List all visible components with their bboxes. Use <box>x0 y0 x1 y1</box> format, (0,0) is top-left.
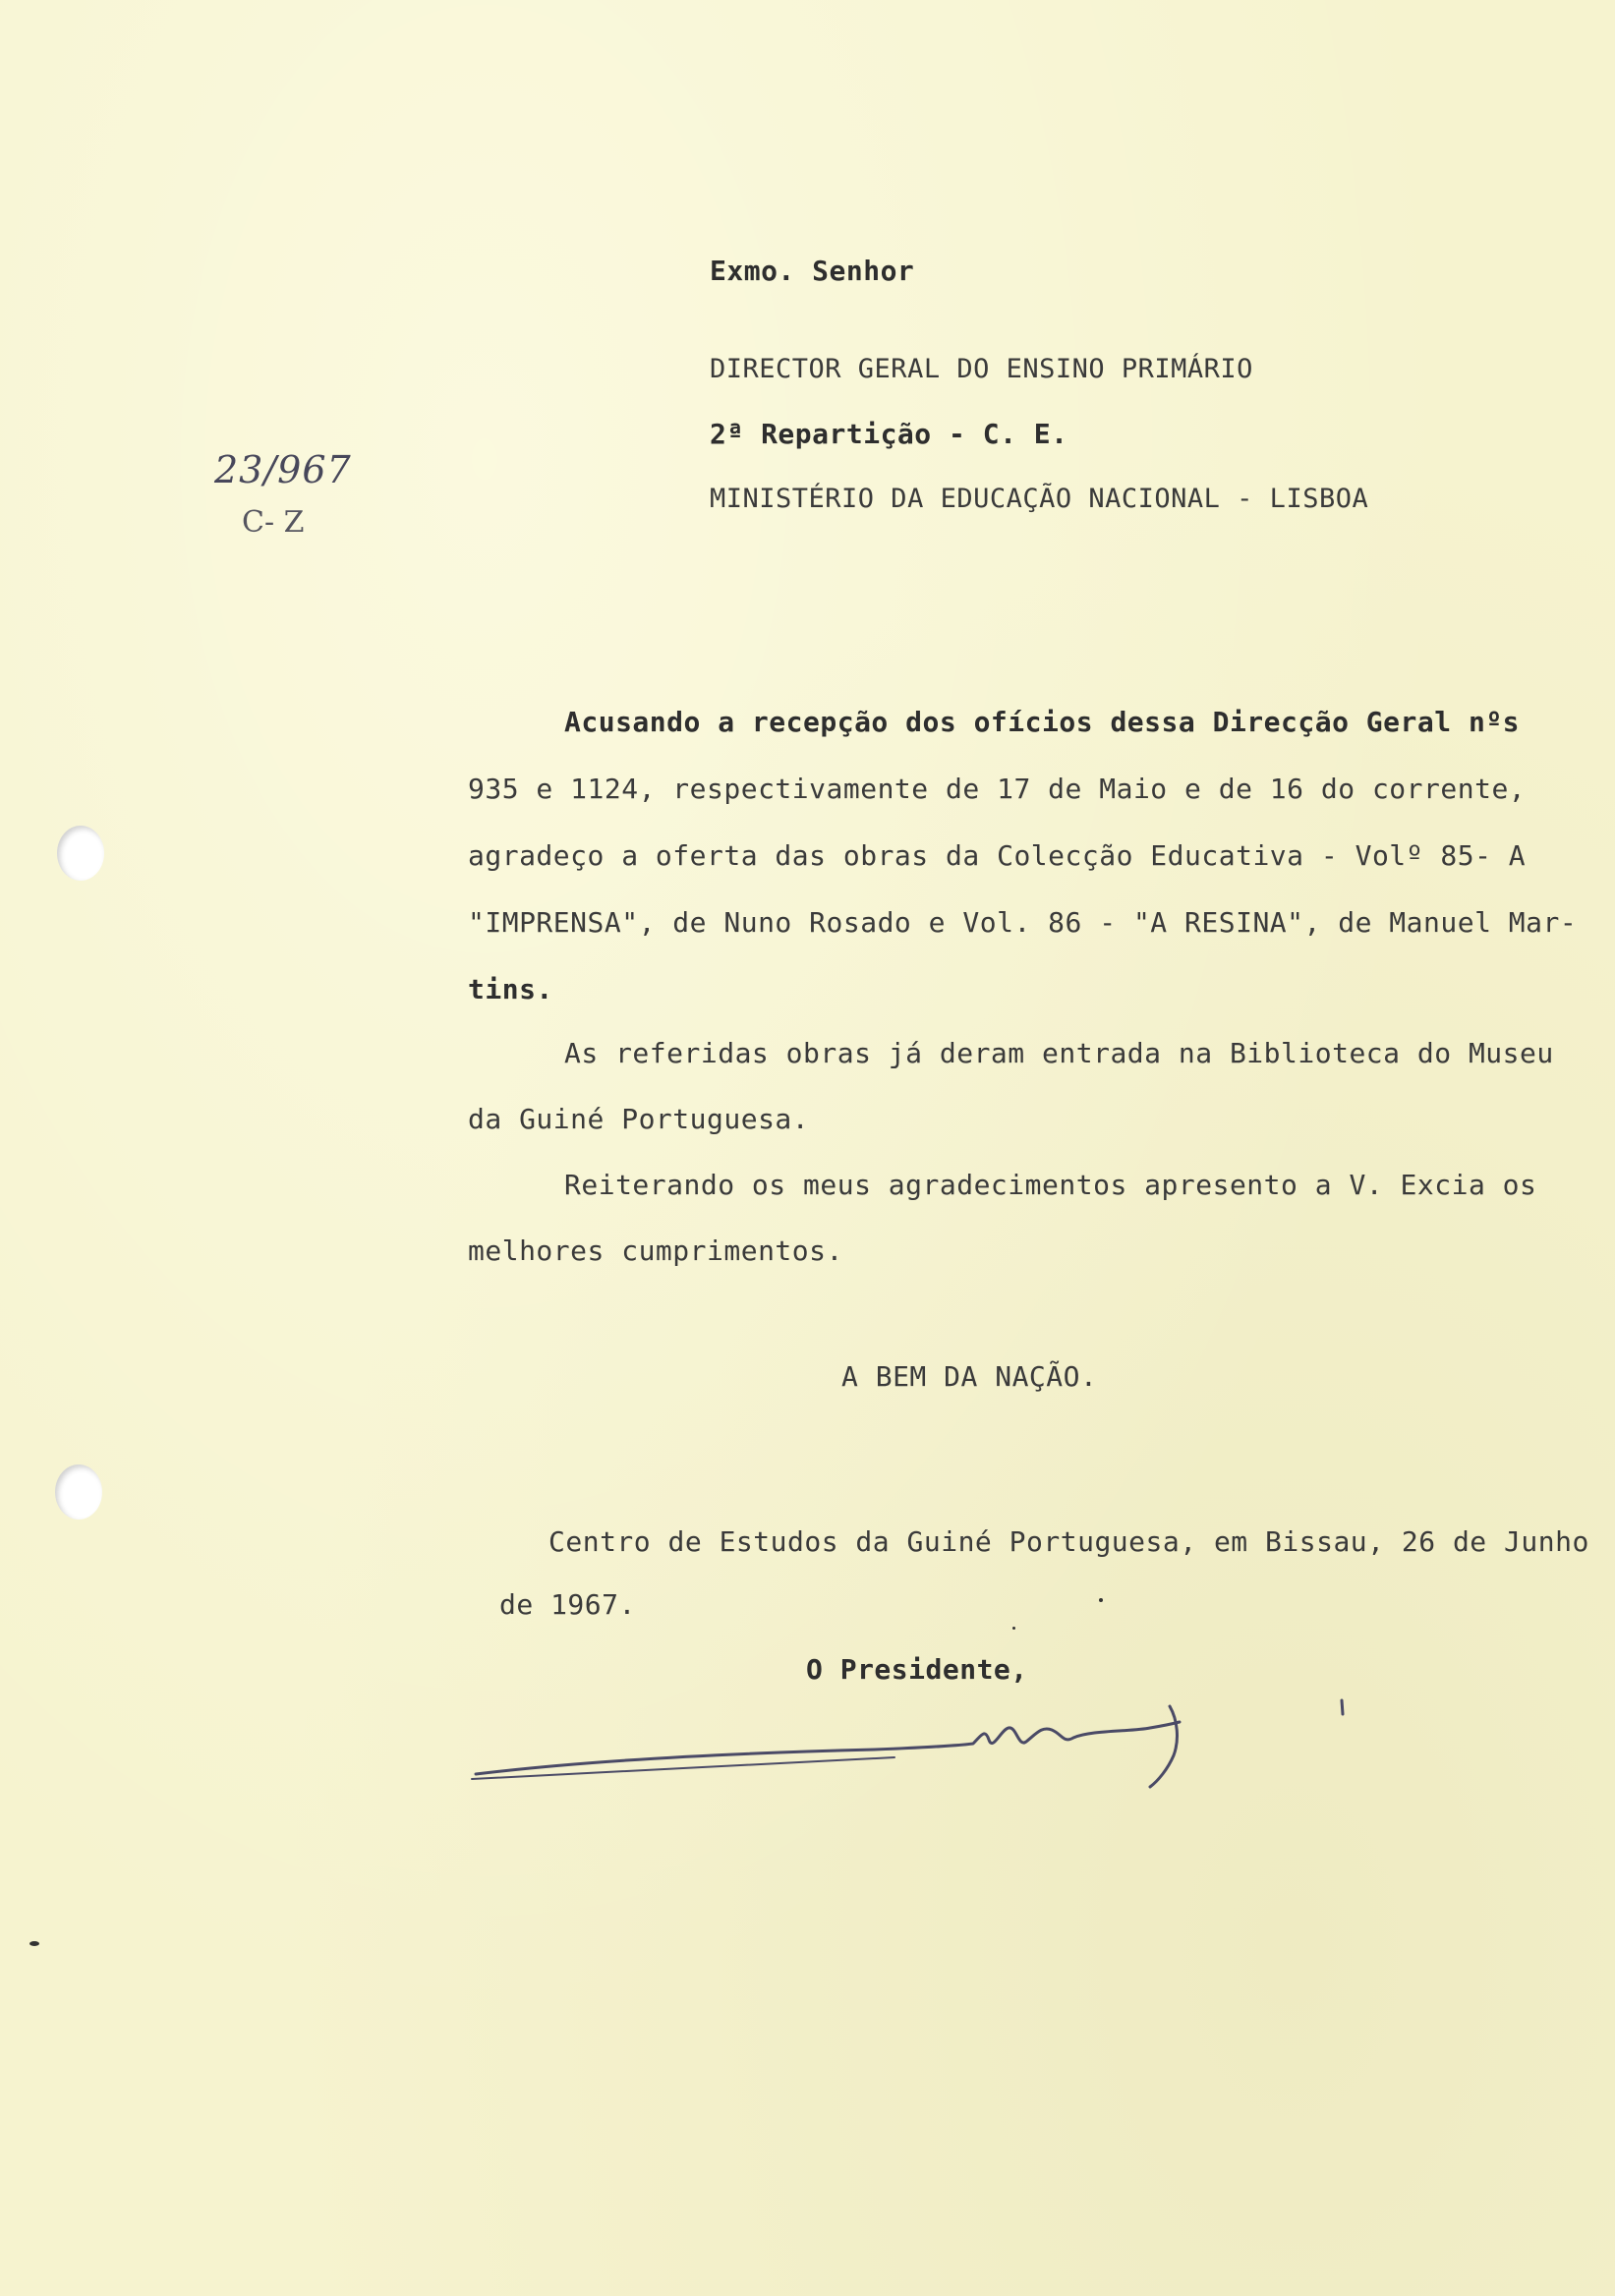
punch-hole <box>55 1464 102 1520</box>
body-line: 935 e 1124, respectivamente de 17 de Maio e de 16 do corrente, <box>468 773 1527 805</box>
addressee-line-3: MINISTÉRIO DA EDUCAÇÃO NACIONAL - LISBOA <box>710 484 1369 514</box>
body-line: tins. <box>468 973 553 1005</box>
punch-hole <box>57 826 104 881</box>
body-line: melhores cumprimentos. <box>468 1234 843 1267</box>
signatory: O Presidente, <box>806 1653 1028 1686</box>
place-date-line-2: de 1967. <box>499 1588 636 1621</box>
reference-code: C- Z <box>242 505 305 540</box>
salutation: Exmo. Senhor <box>710 255 915 287</box>
body-line: agradeço a oferta das obras da Colecção Educativa - Volº 85- A <box>468 839 1527 872</box>
body-line: As referidas obras já deram entrada na Biblioteca do Museu <box>564 1037 1554 1069</box>
ink-speck <box>1099 1598 1103 1602</box>
ink-speck <box>1012 1627 1015 1630</box>
closing: A BEM DA NAÇÃO. <box>841 1360 1098 1393</box>
signature <box>462 1671 1347 1808</box>
body-line: Acusando a recepção dos ofícios dessa Direcção Geral nºs <box>564 706 1521 738</box>
body-line: "IMPRENSA", de Nuno Rosado e Vol. 86 - "A RESINA", de Manuel Mar- <box>468 906 1578 939</box>
addressee-line-2: 2ª Repartição - C. E. <box>710 418 1068 450</box>
reference-number: 23/967 <box>214 448 352 491</box>
body-line: Reiterando os meus agradecimentos apresento a V. Excia os <box>564 1169 1537 1201</box>
addressee-line-1: DIRECTOR GERAL DO ENSINO PRIMÁRIO <box>710 354 1253 384</box>
place-date-line-1: Centro de Estudos da Guiné Portuguesa, em Bissau, 26 de Junho <box>548 1525 1589 1558</box>
ink-speck <box>29 1941 39 1946</box>
body-line: da Guiné Portuguesa. <box>468 1103 810 1135</box>
